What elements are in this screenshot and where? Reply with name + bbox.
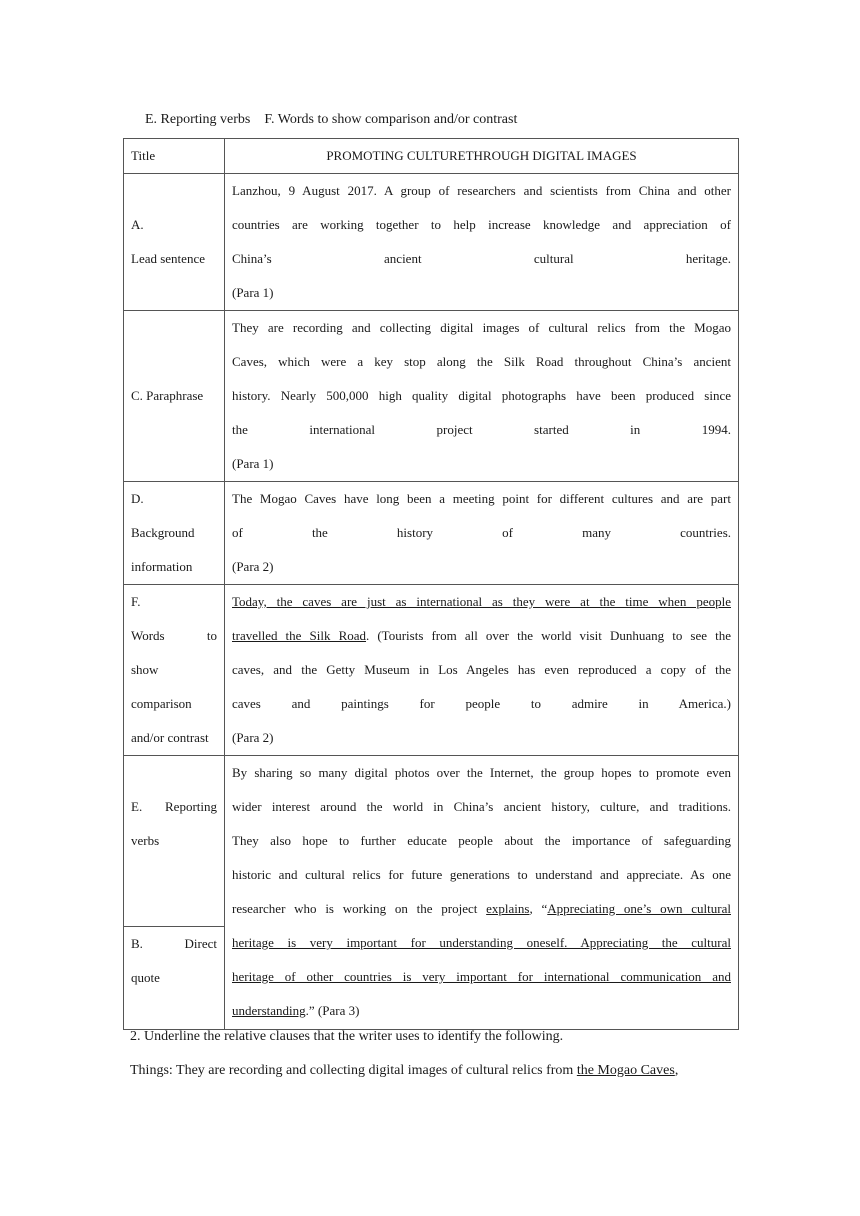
row-e-line: They also hope to further educate people about the importance of safeguarding — [232, 833, 731, 848]
row-c-content — [225, 311, 739, 482]
row-e-line — [232, 960, 731, 994]
row-a-content — [225, 174, 739, 311]
underlined-quote: understanding — [232, 1003, 306, 1018]
header-item-e: E. Reporting verbs — [145, 112, 251, 127]
title-value-cell — [225, 139, 739, 174]
row-c-label-text: C. Paraphrase — [131, 388, 204, 403]
row-c-line: They are recording and collecting digital images of cultural relics from the Mogao — [232, 320, 731, 335]
row-d-line: The Mogao Caves have long been a meeting point for different cultures and are part — [232, 491, 731, 506]
table-row-comparison — [124, 585, 739, 756]
row-e-line: understanding.” (Para 3) — [232, 1003, 360, 1018]
row-e-line: wider interest around the world in China’s ancient history, culture, and traditions. — [232, 799, 731, 814]
row-d-label — [124, 482, 225, 585]
row-d-line: of the history of many countries. — [232, 525, 731, 540]
title-label: Title — [131, 148, 156, 163]
underlined-quote: Appreciating one’s own cultural — [547, 901, 731, 916]
row-f-para-ref: (Para 2) — [232, 730, 274, 745]
row-d-content — [225, 482, 739, 585]
row-b-label-2: quote — [131, 970, 160, 985]
row-e-line: historic and cultural relics for future generations to understand and appreciate. As one — [232, 867, 731, 882]
row-d-label-3: information — [131, 559, 193, 574]
row-f-label-4: comparison — [131, 696, 192, 711]
underlined-quote: heritage of other countries is very important for international communication and — [232, 969, 731, 984]
row-a-label — [124, 174, 225, 311]
row-f-line: travelled the Silk Road. (Tourists from all over the world visit Dunhuang to see the — [232, 628, 731, 643]
underlined-relative-target: the Mogao Caves — [576, 1063, 675, 1078]
row-b-label-1: B. Direct — [131, 936, 217, 951]
row-b-label — [124, 927, 225, 1030]
row-f-label-3: show — [131, 662, 159, 677]
table-row-paraphrase — [124, 311, 739, 482]
row-e-label-2: verbs — [131, 833, 160, 848]
row-a-para-ref: (Para 1) — [232, 285, 274, 300]
title-value: PROMOTING CULTURETHROUGH DIGITAL IMAGES — [326, 148, 637, 163]
row-a-label-1: A. — [131, 217, 144, 232]
header-line — [145, 112, 517, 128]
row-c-line: the international project started in 1994. — [232, 422, 731, 437]
things-line: Things: They are recording and collecting digital images of cultural relics from the Mogao Caves, — [130, 1063, 679, 1078]
table-row-title — [124, 139, 739, 174]
row-e-line — [232, 926, 731, 960]
underlined-comparison: travelled the Silk Road — [232, 628, 367, 643]
underlined-comparison: Today, the caves are just as international as they were at the time when people — [232, 594, 731, 609]
row-c-para-ref: (Para 1) — [232, 456, 274, 471]
row-a-line: Lanzhou, 9 August 2017. A group of researchers and scientists from China and other — [232, 183, 731, 198]
table-row-reporting-verbs — [124, 756, 739, 927]
row-f-content — [225, 585, 739, 756]
analysis-table — [123, 138, 739, 1030]
row-a-line: China’s ancient cultural heritage. — [232, 251, 731, 266]
row-e-label-1: E. Reporting — [131, 799, 217, 814]
row-e-content — [225, 756, 739, 1030]
row-e-label — [124, 756, 225, 927]
question-2: 2. Underline the relative clauses that the writer uses to identify the following. — [130, 1029, 564, 1044]
row-f-line — [232, 585, 731, 619]
row-e-line: researcher who is working on the project explains, “Appreciating one’s own cultural — [232, 901, 731, 916]
underlined-quote: heritage is very important for understanding oneself. Appreciating the cultural — [232, 935, 731, 950]
row-d-label-1: D. — [131, 491, 144, 506]
row-c-label — [124, 311, 225, 482]
row-f-label — [124, 585, 225, 756]
row-f-line: caves, and the Getty Museum in Los Angeles has even reproduced a copy of the — [232, 662, 731, 677]
row-c-line: history. Nearly 500,000 high quality digital photographs have been produced since — [232, 388, 731, 403]
row-f-line: caves and paintings for people to admire in America.) — [232, 696, 731, 711]
row-c-line: Caves, which were a key stop along the Silk Road throughout China’s ancient — [232, 354, 731, 369]
row-f-label-1: F. — [131, 594, 141, 609]
table-row-lead-sentence — [124, 174, 739, 311]
underlined-reporting-verb: explains — [486, 901, 530, 916]
table-row-background — [124, 482, 739, 585]
header-item-f: F. Words to show comparison and/or contrast — [264, 112, 518, 127]
row-e-line: By sharing so many digital photos over the Internet, the group hopes to promote even — [232, 765, 731, 780]
row-a-line: countries are working together to help increase knowledge and appreciation of — [232, 217, 731, 232]
row-d-para-ref: (Para 2) — [232, 559, 274, 574]
title-label-cell — [124, 139, 225, 174]
row-a-label-2: Lead sentence — [131, 251, 205, 266]
row-d-label-2: Background — [131, 525, 195, 540]
row-f-label-5: and/or contrast — [131, 730, 209, 745]
row-f-label-2: Words to — [131, 628, 217, 643]
